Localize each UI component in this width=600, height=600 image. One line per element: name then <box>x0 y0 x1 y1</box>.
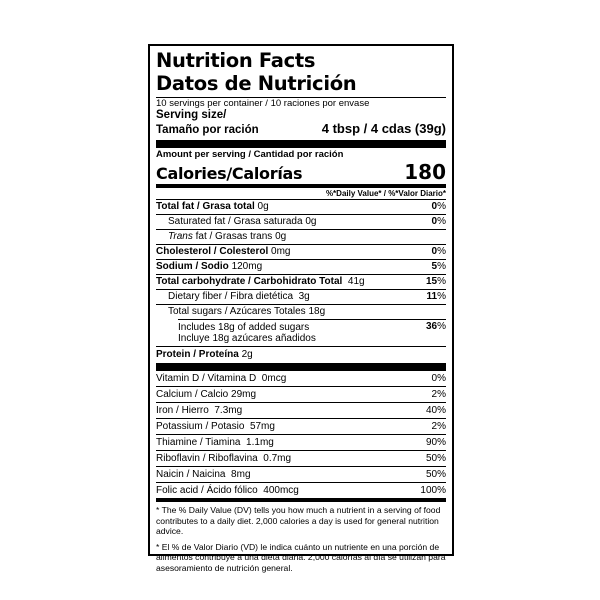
serving-size-row <box>156 122 446 137</box>
calories-label: Calories/Calorías <box>156 164 303 183</box>
vitamin-row: Iron / Hierro 7.3mg 40% <box>156 404 446 416</box>
serving-size-value: 4 tbsp / 4 cdas (39g) <box>321 121 446 136</box>
serving-size-label-es: Tamaño por ración <box>156 124 259 136</box>
dietary-fiber-row: Dietary fiber / Fibra dietética 3g 11% <box>168 291 446 302</box>
footnote-english: * The % Daily Value (DV) tells you how much a nutrient in a serving of food contributes to a daily diet. 2,000 calories a day is used for general nutrition advice. <box>156 505 441 536</box>
servings-per-container: 10 servings per container / 10 raciones por envase <box>156 98 370 109</box>
vitamin-row: Naicin / Naicina 8mg 50% <box>156 468 446 480</box>
sodium-row: Sodium / Sodio 120mg 5% <box>156 261 446 272</box>
saturated-fat-row: Saturated fat / Grasa saturada 0g 0% <box>168 216 446 227</box>
vitamin-row: Potassium / Potasio 57mg 2% <box>156 420 446 432</box>
calories-value: 180 <box>404 160 446 184</box>
amount-per-serving: Amount per serving / Cantidad por ración <box>156 149 344 160</box>
vitamin-row: Folic acid / Ácido fólico 400mcg 100% <box>156 484 446 496</box>
vitamin-row: Thiamine / Tiamina 1.1mg 90% <box>156 436 446 448</box>
total-carbohydrate-row: Total carbohydrate / Carbohidrato Total 41g 15% <box>156 276 446 287</box>
calories-row <box>156 160 446 184</box>
daily-value-header: %*Daily Value* / %*Valor Diario* <box>325 189 446 198</box>
footnotes <box>156 502 446 573</box>
footnote-spanish: * El % de Valor Diario (VD) le indica cuánto un nutriente en una porción de alimentos contribuye a una dieta diaria. 2,000 calorías al día se utilizan para asesoramiento de nutrición general. <box>156 541 446 573</box>
title-english: Nutrition Facts <box>156 49 316 72</box>
vitamin-row: Riboflavin / Riboflavina 0.7mg 50% <box>156 452 446 464</box>
vitamin-row: Calcium / Calcio 29mg 2% <box>156 388 446 400</box>
vitamin-row: Vitamin D / Vitamina D 0mcg 0% <box>156 372 446 384</box>
cholesterol-row: Cholesterol / Colesterol 0mg 0% <box>156 246 446 257</box>
total-sugars-row: Total sugars / Azúcares Totales 18g <box>168 306 326 317</box>
added-sugars-row: Includes 18g of added sugars Incluye 18g azúcares añadidos 36% <box>178 321 446 344</box>
protein-row: Protein / Proteína 2g <box>156 349 253 360</box>
serving-size-label-en: Serving size/ <box>156 109 227 121</box>
title-spanish: Datos de Nutrición <box>156 72 357 95</box>
trans-fat-row: Trans fat / Grasas trans 0g <box>168 231 287 242</box>
total-fat-row: Total fat / Grasa total 0g 0% <box>156 201 446 212</box>
nutrition-facts-label <box>148 44 454 573</box>
vitamins-minerals-list <box>156 371 446 498</box>
